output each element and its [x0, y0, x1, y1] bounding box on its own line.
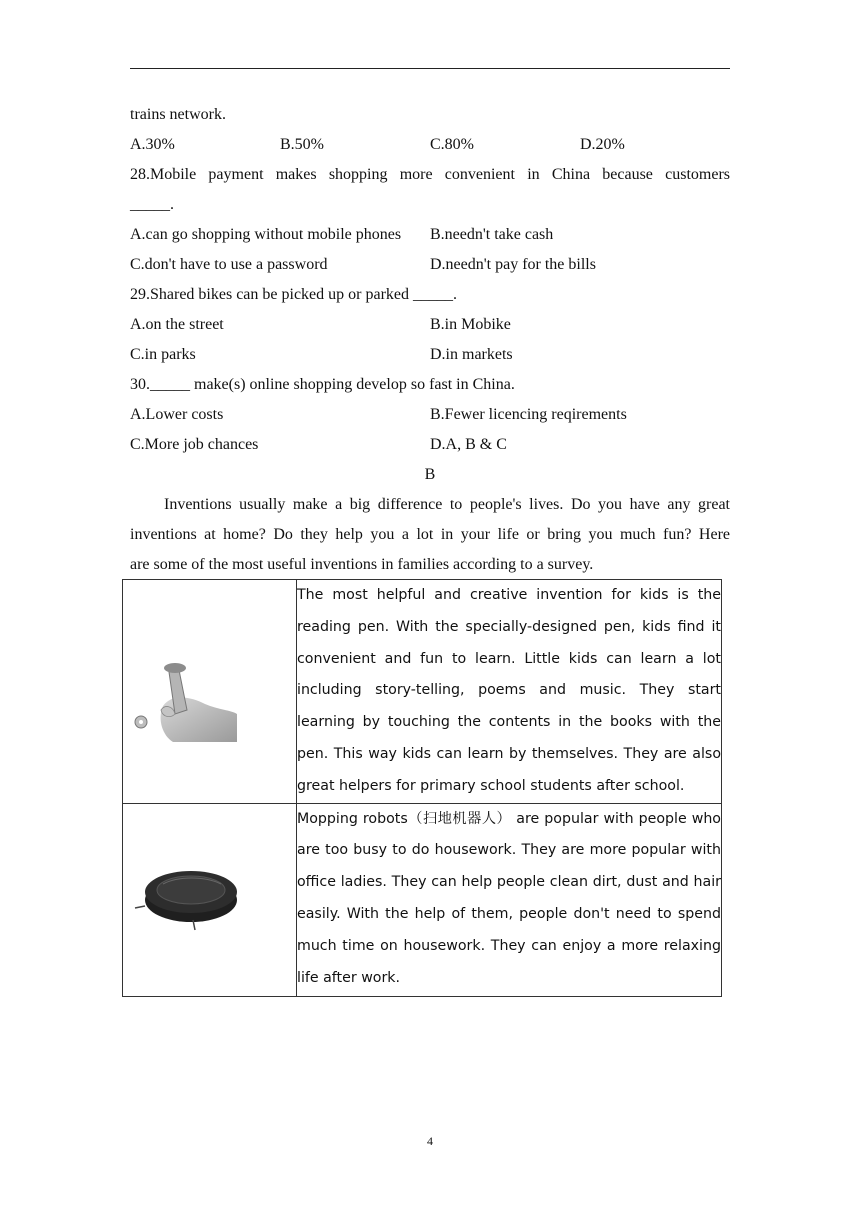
image-cell [123, 803, 297, 996]
continuation-text: trains network. [130, 106, 226, 123]
reading-pen-image [133, 658, 243, 748]
table-row [123, 803, 722, 996]
q29-option-a: A.on the street [130, 316, 224, 333]
q29-option-b: B.in Mobike [430, 316, 511, 333]
q30-stem: 30._____ make(s) online shopping develop so fast in China. [130, 376, 515, 393]
q27-option-a: A.30% [130, 136, 175, 153]
q28-option-a: A.can go shopping without mobile phones [130, 226, 402, 243]
q27-option-d: D.20% [580, 136, 625, 153]
header-rule [130, 68, 730, 69]
q29-stem: 29.Shared bikes can be picked up or parked _____. [130, 286, 458, 303]
q29-option-c: C.in parks [130, 346, 196, 363]
q30-option-d: D.A, B & C [430, 436, 507, 453]
intro-line-3: are some of the most useful inventions in families according to a survey. [130, 556, 594, 573]
page-number: 4 [427, 1134, 433, 1148]
table-row [123, 580, 722, 804]
image-cell [123, 580, 297, 804]
q28-blank: _____. [130, 196, 174, 213]
section-label: B [424, 466, 436, 483]
q28-option-d: D.needn't pay for the bills [430, 256, 596, 273]
q28-option-c: C.don't have to use a password [130, 256, 328, 273]
invention-text: Mopping robots（扫地机器人） are popular with people who are too busy to do housework. They are more popular with office ladies. They can help people clean dirt, dust and hair easily. With the help of them, people don't need to spend much time on housework. They can enjoy a more relaxing life after work. [297, 803, 722, 996]
q27-option-b: B.50% [280, 136, 324, 153]
intro-line-1: Inventions usually make a big difference to people's lives. Do you have any great [164, 496, 730, 513]
q30-option-a: A.Lower costs [130, 406, 224, 423]
q30-option-b: B.Fewer licencing reqirements [430, 406, 627, 423]
q30-option-c: C.More job chances [130, 436, 259, 453]
invention-text: The most helpful and creative invention for kids is the reading pen. With the specially-designed pen, kids find it convenient and fun to learn. Little kids can learn a lot including story-telling, poems and music. They start learning by touching the contents in the books with the pen. This way kids can learn by themselves. They are also great helpers for primary school students after school. [297, 580, 722, 804]
intro-line-2: inventions at home? Do they help you a lot in your life or bring you much fun? Here [130, 526, 730, 543]
q29-option-d: D.in markets [430, 346, 513, 363]
q28-stem: 28.Mobile payment makes shopping more convenient in China because customers [130, 166, 730, 183]
q27-option-c: C.80% [430, 136, 474, 153]
q28-option-b: B.needn't take cash [430, 226, 554, 243]
mopping-robot-image [133, 862, 245, 932]
inventions-table [122, 579, 722, 997]
